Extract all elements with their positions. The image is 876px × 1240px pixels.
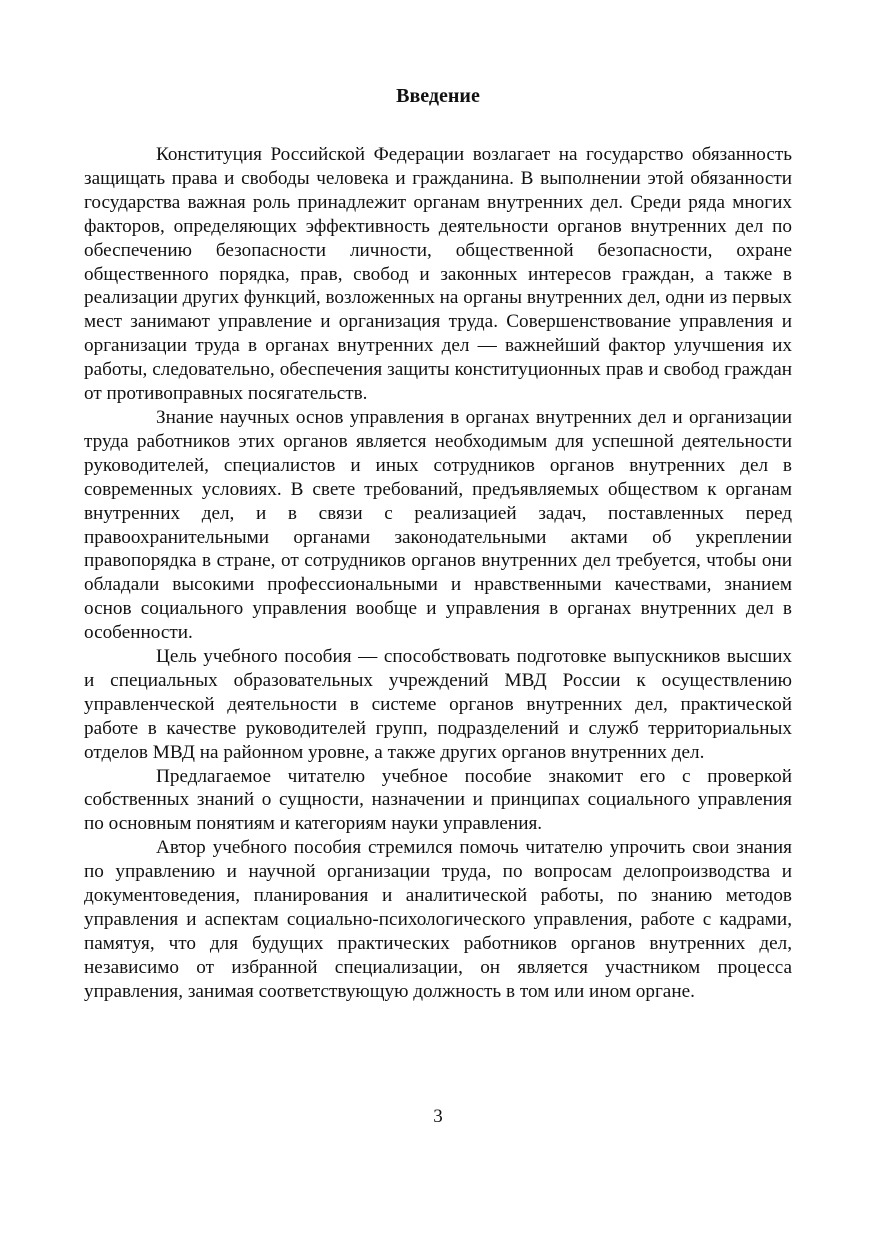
paragraph: Цель учебного пособия — способствовать подготовке выпускников высших и специальных образовательных учреждений МВД России к осуществлению управленческой деятельности в системе органов внутренних дел, практической работе в качестве руководителей групп, подразделений и служб территориальных отделов МВД на районном уровне, а также других органов внутренних дел. xyxy=(84,646,792,763)
page-number: 3 xyxy=(433,1106,443,1127)
paragraph: Знание научных основ управления в органах внутренних дел и организации труда работников этих органов является необходимым для успешной деятельности руководителей, специалистов и иных сотрудников органов внутренних дел в современных условиях. В свете требований, предъявляемых обществом к органам внутренних дел, и в связи с реализацией задач, поставленных перед правоохранительными органами законодательными актами об укреплении правопорядка в стране, от сотрудников органов внутренних дел требуется, чтобы они обладали высокими профессиональными и нравственными качествами, знанием основ социального управления вообще и управления в органах внутренних дел в особенности. xyxy=(84,406,792,644)
page-title: Введение xyxy=(396,85,480,107)
paragraph: Конституция Российской Федерации возлагает на государство обязанность защищать права и свободы человека и гражданина. В выполнении этой обязанности государства важная роль принадлежит органам внутренних дел. Среди ряда многих факторов, определяющих эффективность деятельности органов внутренних дел по обеспечению безопасности личности, общественной безопасности, охране общественного порядка, прав, свобод и законных интересов граждан, а также в реализации других функций, возложенных на органы внутренних дел, одни из первых мест занимают управление и организация труда. Совершенствование управления и организации труда в органах внутренних дел — важнейший фактор улучшения их работы, следовательно, обеспечения защиты конституционных прав и свобод граждан от противоправных посягательств. xyxy=(84,144,792,405)
paragraph: Автор учебного пособия стремился помочь читателю упрочить свои знания по управлению и научной организации труда, по вопросам делопроизводства и документоведения, планирования и аналитической работы, по знанию методов управления и аспектам социально-психологического управления, работе с кадрами, памятуя, что для будущих практических работников органов внутренних дел, независимо от избранной специализации, он является участником процесса управления, занимая соответствующую должность в том или ином органе. xyxy=(84,837,792,1002)
document-body xyxy=(84,143,792,1004)
paragraph: Предлагаемое читателю учебное пособие знакомит его с проверкой собственных знаний о сущности, назначении и принципах социального управления по основным понятиям и категориям науки управления. xyxy=(84,765,792,835)
